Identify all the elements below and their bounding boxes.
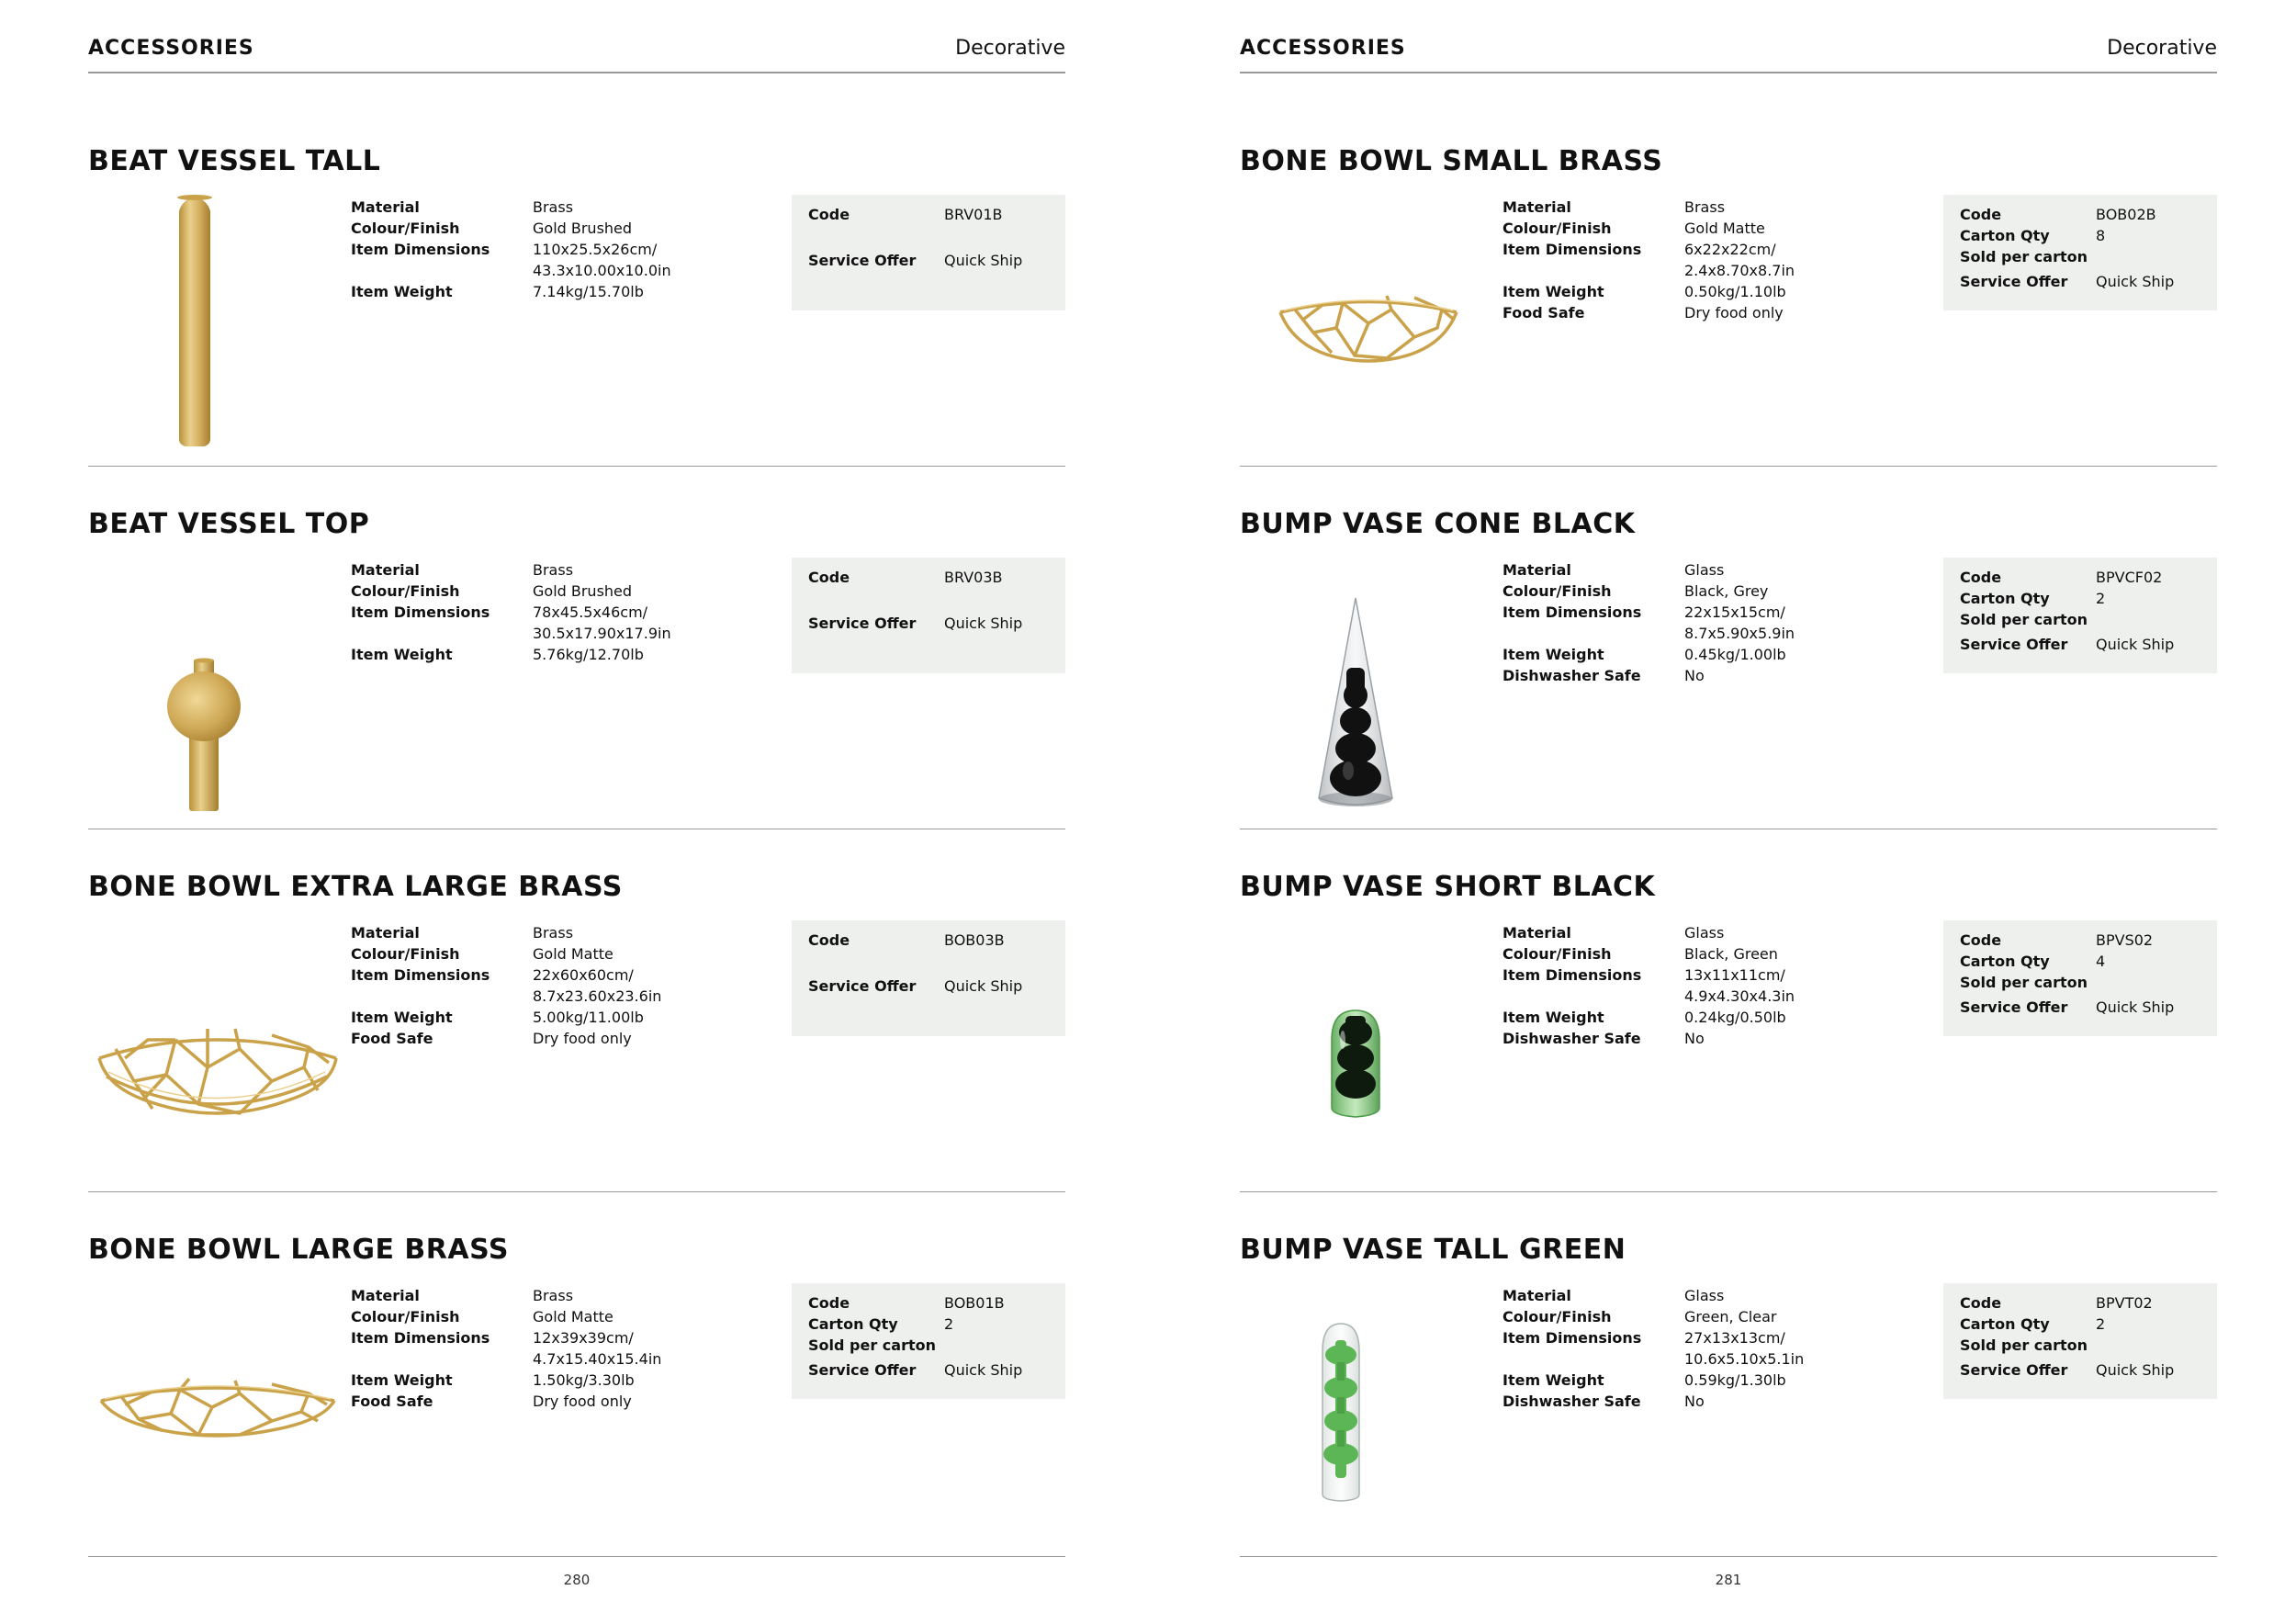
info-row-code — [1960, 567, 2200, 588]
spec-label: Item Weight — [351, 646, 453, 663]
product-info-box — [792, 920, 1065, 1036]
info-label: Sold per carton — [1960, 248, 2088, 265]
spec-label: Item Dimensions — [351, 1329, 490, 1347]
service-offer: Quick Ship — [2096, 636, 2175, 653]
service-offer: Quick Ship — [944, 252, 1023, 269]
info-label: Code — [1960, 931, 2002, 949]
info-row-service — [1960, 1359, 2200, 1381]
brass-bone-bowl-image — [88, 1283, 345, 1540]
spec-value: Dry food only — [533, 1030, 632, 1047]
product-info-box — [792, 195, 1065, 310]
product-code: BOB01B — [944, 1294, 1005, 1312]
service-offer: Quick Ship — [944, 977, 1023, 995]
spec-row — [1503, 1391, 1778, 1412]
spec-row — [1503, 197, 1778, 218]
subcategory-title: Decorative — [2107, 37, 2217, 60]
spec-label: Item Weight — [1503, 1371, 1604, 1389]
spec-row — [351, 559, 626, 581]
spec-row — [1503, 239, 1795, 281]
info-row-service — [808, 1359, 1049, 1381]
product-code: BPVT02 — [2096, 1294, 2153, 1312]
product-code: BRV01B — [944, 206, 1003, 223]
info-row-sold — [1960, 972, 2200, 993]
spec-label: Item Dimensions — [351, 966, 490, 984]
info-row-code — [808, 930, 1049, 951]
spec-row — [351, 1028, 632, 1049]
product-code: BRV03B — [944, 569, 1003, 586]
product-card — [88, 466, 1065, 829]
product-card — [88, 829, 1065, 1192]
info-row-carton — [1960, 1314, 2200, 1335]
spec-row — [351, 964, 662, 1007]
spec-row — [1503, 964, 1795, 1007]
product-title: BEAT VESSEL TOP — [88, 508, 370, 540]
catalog-page-right — [1240, 0, 2217, 1624]
product-code: BOB02B — [2096, 206, 2156, 223]
info-label: Code — [1960, 206, 2002, 223]
spec-label: Colour/Finish — [351, 220, 460, 237]
info-row-service — [808, 976, 1049, 997]
spec-label: Colour/Finish — [1503, 220, 1612, 237]
spec-value: 22x60x60cm/ 8.7x23.60x23.6in — [533, 966, 662, 1005]
spec-label: Material — [1503, 924, 1571, 942]
info-row-code — [1960, 1292, 2200, 1314]
spec-label: Dishwasher Safe — [1503, 667, 1641, 684]
product-title: BONE BOWL SMALL BRASS — [1240, 145, 1663, 177]
service-offer: Quick Ship — [2096, 273, 2175, 290]
spec-value: Green, Clear — [1684, 1308, 1777, 1325]
page-footer-rule — [1240, 1556, 2217, 1557]
spec-label: Food Safe — [1503, 304, 1585, 321]
brass-bone-bowl-image — [1240, 195, 1497, 452]
spec-label: Food Safe — [351, 1030, 433, 1047]
spec-label: Material — [1503, 1287, 1571, 1304]
info-label: Carton Qty — [1960, 953, 2050, 970]
spec-value: No — [1684, 1030, 1705, 1047]
spec-row — [1503, 218, 1778, 239]
spec-value: 78x45.5x46cm/ 30.5x17.90x17.9in — [533, 603, 671, 642]
spec-label: Dishwasher Safe — [1503, 1030, 1641, 1047]
info-label: Sold per carton — [1960, 1336, 2088, 1354]
black-cone-vase-image — [1240, 558, 1497, 815]
spec-row — [351, 197, 626, 218]
carton-qty: 2 — [944, 1315, 954, 1333]
page-header — [1240, 35, 2217, 73]
spec-value: Brass — [533, 1287, 574, 1304]
spec-label: Colour/Finish — [1503, 1308, 1612, 1325]
spec-label: Material — [351, 198, 420, 216]
product-title: BONE BOWL LARGE BRASS — [88, 1234, 509, 1266]
product-info-box — [1943, 920, 2217, 1036]
spec-row — [1503, 1370, 1786, 1391]
product-info-box — [1943, 1283, 2217, 1399]
spec-value: 0.24kg/0.50lb — [1684, 1009, 1786, 1026]
info-row-code — [808, 567, 1049, 588]
spec-value: 0.50kg/1.10lb — [1684, 283, 1786, 300]
carton-qty: 2 — [2096, 590, 2106, 607]
info-label: Code — [1960, 1294, 2002, 1312]
brass-tall-vessel-image — [88, 195, 345, 452]
spec-label: Colour/Finish — [351, 582, 460, 600]
spec-label: Item Weight — [1503, 1009, 1604, 1026]
spec-value: No — [1684, 1393, 1705, 1410]
carton-qty: 2 — [2096, 1315, 2106, 1333]
page-footer-rule — [88, 1556, 1065, 1557]
info-row-carton — [808, 1314, 1049, 1335]
product-card — [1240, 829, 2217, 1192]
spec-row — [1503, 1028, 1778, 1049]
info-row-service — [808, 613, 1049, 634]
spec-label: Material — [1503, 198, 1571, 216]
spec-value: Gold Matte — [533, 945, 613, 963]
info-label: Code — [808, 931, 850, 949]
spec-label: Item Dimensions — [1503, 603, 1642, 621]
spec-row — [351, 922, 626, 943]
product-info-box — [1943, 558, 2217, 673]
spec-value: 7.14kg/15.70lb — [533, 283, 644, 300]
info-row-code — [808, 204, 1049, 225]
spec-value: 6x22x22cm/ 2.4x8.70x8.7in — [1684, 241, 1795, 279]
product-title: BUMP VASE SHORT BLACK — [1240, 871, 1656, 903]
product-card — [1240, 1191, 2217, 1554]
info-label: Code — [808, 206, 850, 223]
info-row-sold — [1960, 609, 2200, 630]
spec-label: Item Weight — [351, 1371, 453, 1389]
spec-row — [351, 1007, 644, 1028]
spec-table — [351, 1285, 662, 1412]
category-title: ACCESSORIES — [1240, 37, 1406, 60]
spec-row — [351, 1327, 662, 1370]
page-number: 280 — [563, 1572, 591, 1588]
spec-row — [351, 1391, 632, 1412]
info-label: Code — [808, 569, 850, 586]
catalog-page-left — [88, 0, 1065, 1624]
spec-label: Item Weight — [351, 283, 453, 300]
spec-row — [1503, 644, 1786, 665]
spec-value: Dry food only — [1684, 304, 1784, 321]
spec-row — [1503, 922, 1778, 943]
spec-label: Colour/Finish — [1503, 582, 1612, 600]
green-tall-vase-image — [1240, 1283, 1497, 1540]
spec-label: Item Dimensions — [351, 603, 490, 621]
product-card — [88, 1191, 1065, 1554]
product-code: BPVS02 — [2096, 931, 2154, 949]
spec-label: Colour/Finish — [1503, 945, 1612, 963]
spec-row — [351, 581, 633, 602]
product-card — [88, 103, 1065, 467]
info-row-code — [1960, 930, 2200, 951]
info-label: Sold per carton — [1960, 974, 2088, 991]
info-label: Service Offer — [1960, 1361, 2068, 1379]
info-row-service — [1960, 271, 2200, 292]
info-row-service — [1960, 997, 2200, 1018]
info-label: Carton Qty — [1960, 1315, 2050, 1333]
spec-row — [351, 644, 644, 665]
category-title: ACCESSORIES — [88, 37, 254, 60]
spec-value: 0.45kg/1.00lb — [1684, 646, 1786, 663]
spec-value: 13x11x11cm/ 4.9x4.30x4.3in — [1684, 966, 1795, 1005]
spec-table — [1503, 1285, 1805, 1412]
subcategory-title: Decorative — [955, 37, 1065, 60]
spec-value: 1.50kg/3.30lb — [533, 1371, 635, 1389]
spec-value: Glass — [1684, 924, 1725, 942]
product-code: BOB03B — [944, 931, 1005, 949]
info-label: Sold per carton — [808, 1336, 936, 1354]
spec-value: Glass — [1684, 561, 1725, 579]
spec-label: Item Weight — [1503, 283, 1604, 300]
service-offer: Quick Ship — [944, 615, 1023, 632]
info-row-sold — [808, 1335, 1049, 1356]
spec-label: Material — [351, 1287, 420, 1304]
product-title: BUMP VASE CONE BLACK — [1240, 508, 1636, 540]
spec-value: Brass — [533, 198, 574, 216]
product-info-box — [792, 1283, 1065, 1399]
spec-row — [351, 1285, 626, 1306]
info-label: Service Offer — [1960, 998, 2068, 1016]
spec-row — [351, 943, 626, 964]
product-card — [1240, 466, 2217, 829]
service-offer: Quick Ship — [2096, 998, 2175, 1016]
spec-value: Gold Brushed — [533, 220, 633, 237]
info-label: Service Offer — [808, 977, 917, 995]
spec-label: Dishwasher Safe — [1503, 1393, 1641, 1410]
spec-value: 22x15x15cm/ 8.7x5.90x5.9in — [1684, 603, 1795, 642]
info-row-sold — [1960, 246, 2200, 267]
spec-value: 110x25.5x26cm/ 43.3x10.00x10.0in — [533, 241, 671, 279]
spec-row — [1503, 281, 1786, 302]
spec-value: Brass — [533, 924, 574, 942]
info-label: Sold per carton — [1960, 611, 2088, 628]
info-row-carton — [1960, 951, 2200, 972]
spec-table — [351, 197, 671, 302]
spec-row — [1503, 1327, 1805, 1370]
spec-row — [1503, 559, 1778, 581]
spec-table — [1503, 197, 1795, 323]
spec-label: Item Dimensions — [1503, 1329, 1642, 1347]
product-code: BPVCF02 — [2096, 569, 2163, 586]
spec-table — [1503, 559, 1795, 686]
spec-value: Gold Matte — [533, 1308, 613, 1325]
spec-value: Gold Brushed — [533, 582, 633, 600]
spec-row — [1503, 1306, 1778, 1327]
info-label: Code — [808, 1294, 850, 1312]
spec-table — [351, 922, 662, 1049]
spec-value: 0.59kg/1.30lb — [1684, 1371, 1786, 1389]
spec-value: Glass — [1684, 1287, 1725, 1304]
page-number: 281 — [1715, 1572, 1742, 1588]
spec-row — [351, 218, 633, 239]
info-row-service — [1960, 634, 2200, 655]
spec-value: Gold Matte — [1684, 220, 1765, 237]
spec-label: Item Weight — [351, 1009, 453, 1026]
spec-row — [351, 1306, 626, 1327]
spec-value: Black, Green — [1684, 945, 1778, 963]
spec-row — [1503, 665, 1778, 686]
spec-row — [351, 1370, 635, 1391]
product-title: BEAT VESSEL TALL — [88, 145, 381, 177]
spec-value: 5.00kg/11.00lb — [533, 1009, 644, 1026]
info-label: Code — [1960, 569, 2002, 586]
product-info-box — [1943, 195, 2217, 310]
spec-value: 12x39x39cm/ 4.7x15.40x15.4in — [533, 1329, 662, 1368]
green-short-vase-image — [1240, 920, 1497, 1178]
spec-value: Brass — [533, 561, 574, 579]
info-row-code — [808, 1292, 1049, 1314]
spec-row — [1503, 302, 1784, 323]
product-title: BONE BOWL EXTRA LARGE BRASS — [88, 871, 623, 903]
info-label: Service Offer — [1960, 273, 2068, 290]
service-offer: Quick Ship — [944, 1361, 1023, 1379]
spec-label: Item Dimensions — [351, 241, 490, 258]
info-label: Service Offer — [808, 1361, 917, 1379]
info-row-code — [1960, 204, 2200, 225]
spec-table — [351, 559, 671, 665]
info-row-service — [808, 250, 1049, 271]
spec-value: Black, Grey — [1684, 582, 1769, 600]
spec-label: Material — [1503, 561, 1571, 579]
info-label: Service Offer — [1960, 636, 2068, 653]
spec-label: Colour/Finish — [351, 945, 460, 963]
spec-row — [1503, 1007, 1786, 1028]
spec-value: Dry food only — [533, 1393, 632, 1410]
spec-value: 5.76kg/12.70lb — [533, 646, 644, 663]
carton-qty: 4 — [2096, 953, 2106, 970]
spec-row — [351, 239, 671, 281]
carton-qty: 8 — [2096, 227, 2106, 244]
spec-label: Item Dimensions — [1503, 966, 1642, 984]
spec-value: No — [1684, 667, 1705, 684]
spec-row — [351, 281, 644, 302]
product-title: BUMP VASE TALL GREEN — [1240, 1234, 1626, 1266]
brass-top-vessel-image — [88, 558, 345, 815]
spec-row — [351, 602, 671, 644]
spec-table — [1503, 922, 1795, 1049]
product-card — [1240, 103, 2217, 467]
spec-row — [1503, 1285, 1778, 1306]
brass-bone-bowl-image — [88, 920, 345, 1178]
spec-label: Material — [351, 924, 420, 942]
info-label: Service Offer — [808, 252, 917, 269]
info-label: Carton Qty — [1960, 227, 2050, 244]
spec-row — [1503, 602, 1795, 644]
product-info-box — [792, 558, 1065, 673]
info-label: Carton Qty — [808, 1315, 898, 1333]
spec-value: Brass — [1684, 198, 1726, 216]
info-label: Carton Qty — [1960, 590, 2050, 607]
spec-value: 27x13x13cm/ 10.6x5.10x5.1in — [1684, 1329, 1805, 1368]
info-row-carton — [1960, 588, 2200, 609]
spec-row — [1503, 581, 1778, 602]
spec-label: Material — [351, 561, 420, 579]
spec-label: Item Weight — [1503, 646, 1604, 663]
page-header — [88, 35, 1065, 73]
spec-label: Food Safe — [351, 1393, 433, 1410]
info-row-sold — [1960, 1335, 2200, 1356]
spec-label: Item Dimensions — [1503, 241, 1642, 258]
spec-label: Colour/Finish — [351, 1308, 460, 1325]
info-row-carton — [1960, 225, 2200, 246]
info-label: Service Offer — [808, 615, 917, 632]
service-offer: Quick Ship — [2096, 1361, 2175, 1379]
spec-row — [1503, 943, 1778, 964]
